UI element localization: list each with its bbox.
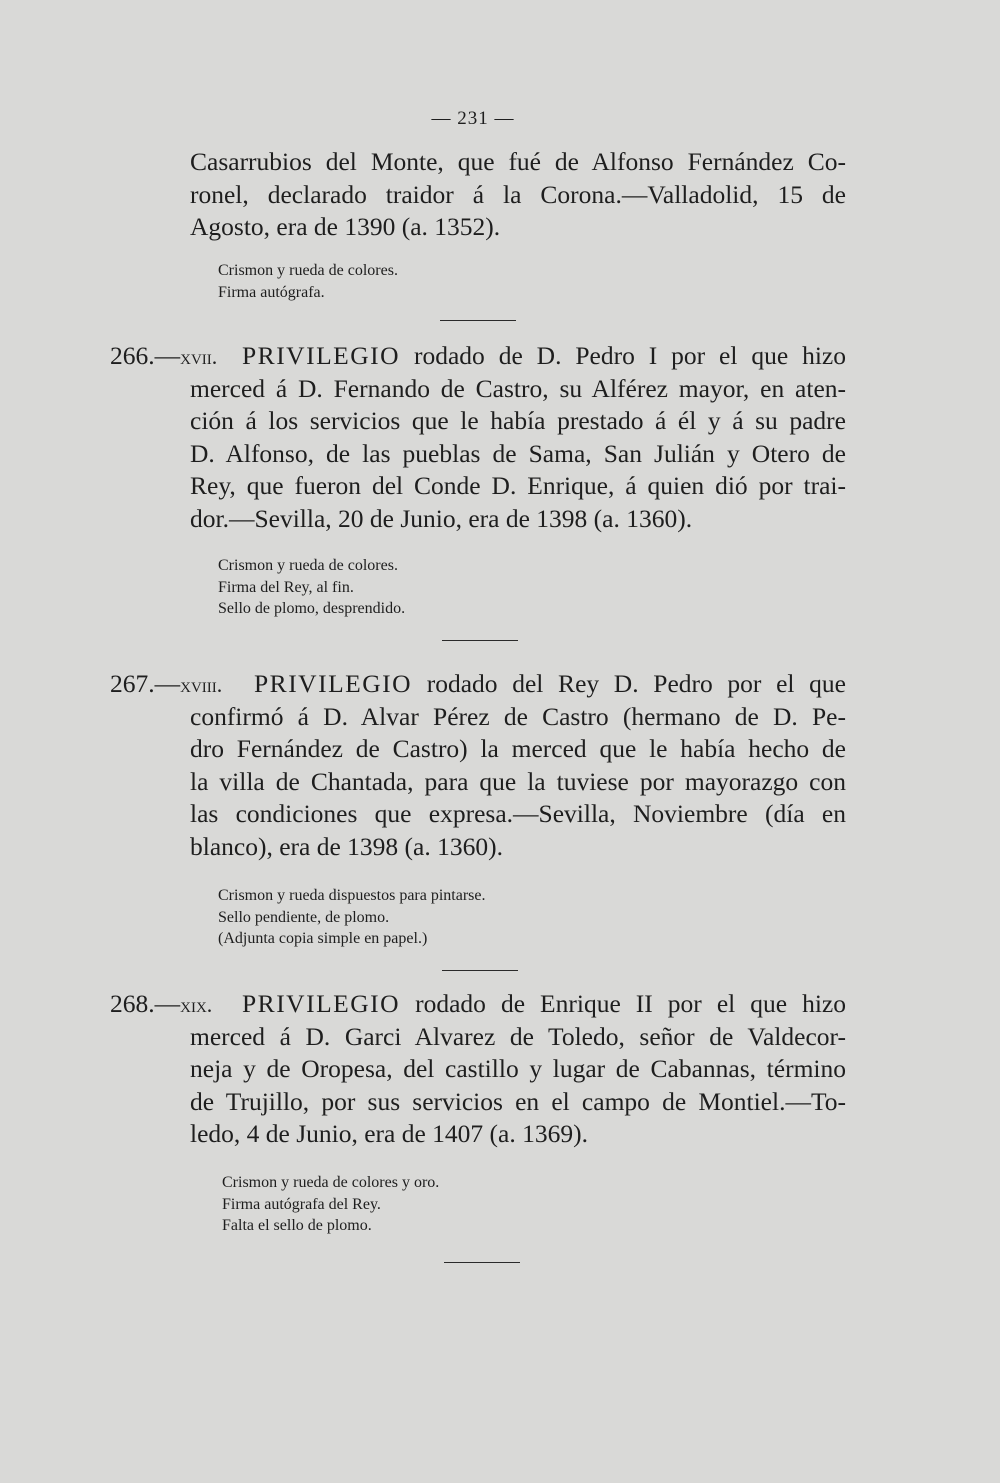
note-line: Sello pendiente, de plomo.: [218, 908, 390, 926]
section-divider: [440, 320, 516, 321]
paragraph-line: dro Fernández de Castro) la merced que le había hecho de: [190, 734, 846, 763]
note-line: Firma autógrafa.: [218, 283, 325, 301]
entry-heading-line: [110, 668, 846, 701]
intro-notes: [218, 260, 398, 303]
note-line: Falta el sello de plomo.: [222, 1217, 372, 1234]
entry-number-text: 266.—: [110, 341, 181, 370]
entry-heading-inner: [254, 669, 846, 698]
entry-266: [110, 340, 846, 535]
entry-267-notes: [218, 885, 486, 950]
paragraph-line: neja y de Oropesa, del castillo y lugar de Cabannas, término: [190, 1054, 846, 1083]
paragraph-line: D. Alfonso, de las pueblas de Sama, San Julián y Otero de: [190, 438, 846, 468]
entry-number: [110, 668, 222, 702]
note-line: Firma del Rey, al fin.: [218, 578, 354, 596]
entry-number: [110, 988, 212, 1022]
section-divider: [444, 1262, 520, 1263]
entry-266-notes: [218, 555, 405, 620]
entry-first-line: rodado del Rey D. Pedro por el que: [426, 669, 846, 698]
note-line: Crismon y rueda dispuestos para pintarse.: [218, 887, 486, 904]
entry-267: [110, 668, 846, 863]
entry-heading-line: [110, 988, 846, 1021]
page-number: — 231 —: [431, 108, 515, 129]
paragraph-line: ledo, 4 de Junio, era de 1407 (a. 1369).: [190, 1119, 588, 1148]
entry-heading-line: [110, 340, 846, 373]
entry-number-text: 268.—: [110, 989, 181, 1018]
entry-268: [110, 988, 846, 1151]
paragraph-line: confirmó á D. Alvar Pérez de Castro (hermano de D. Pe-: [190, 701, 846, 731]
intro-paragraph: [190, 146, 846, 244]
paragraph-line: de Trujillo, por sus servicios en el campo de Montiel.—To-: [190, 1086, 846, 1116]
paragraph-line: ción á los servicios que le había prestado á él y á su padre: [190, 406, 846, 435]
section-divider: [442, 640, 518, 641]
note-line: (Adjunta copia simple en papel.): [218, 930, 428, 947]
entry-keyword: PRIVILEGIO: [242, 341, 401, 370]
entry-268-notes: [222, 1172, 439, 1237]
note-line: Sello de plomo, desprendido.: [218, 600, 406, 617]
note-line: Crismon y rueda de colores y oro.: [222, 1174, 440, 1191]
paragraph-line: blanco), era de 1398 (a. 1360).: [190, 831, 503, 861]
entry-roman-numeral: xviii.: [180, 672, 223, 697]
entry-keyword: PRIVILEGIO: [242, 989, 401, 1018]
paragraph-line: Rey, que fueron del Conde D. Enrique, á quien dió por trai-: [190, 471, 846, 500]
paragraph-line: merced á D. Fernando de Castro, su Alférez mayor, en aten-: [190, 373, 846, 403]
paragraph-line: dor.—Sevilla, 20 de Junio, era de 1398 (a. 1360).: [190, 503, 693, 533]
entry-number: [110, 340, 217, 374]
entry-roman-numeral: xvii.: [180, 344, 218, 369]
paragraph-line: Agosto, era de 1390 (a. 1352).: [190, 212, 501, 241]
entry-number-text: 267.—: [110, 669, 181, 698]
paragraph-line: la villa de Chantada, para que la tuviese por mayorazgo con: [190, 766, 846, 796]
paragraph-line: ronel, declarado traidor á la Corona.—Valladolid, 15 de: [190, 179, 846, 209]
note-line: Crismon y rueda de colores.: [218, 262, 398, 279]
entry-keyword: PRIVILEGIO: [254, 669, 413, 698]
note-line: Firma autógrafa del Rey.: [222, 1195, 381, 1213]
paragraph-line: Casarrubios del Monte, que fué de Alfonso Fernández Co-: [190, 147, 846, 176]
entry-first-line: rodado de Enrique II por el que hizo: [415, 989, 846, 1018]
entry-heading-inner: [242, 341, 846, 370]
entry-first-line: rodado de D. Pedro I por el que hizo: [413, 341, 846, 370]
section-divider: [442, 970, 518, 971]
paragraph-line: merced á D. Garci Alvarez de Toledo, señor de Valdecor-: [190, 1021, 846, 1051]
note-line: Crismon y rueda de colores.: [218, 557, 398, 574]
entry-roman-numeral: xix.: [180, 992, 213, 1017]
paragraph-line: las condiciones que expresa.—Sevilla, Noviembre (día en: [190, 799, 846, 828]
entry-heading-inner: [242, 989, 846, 1018]
